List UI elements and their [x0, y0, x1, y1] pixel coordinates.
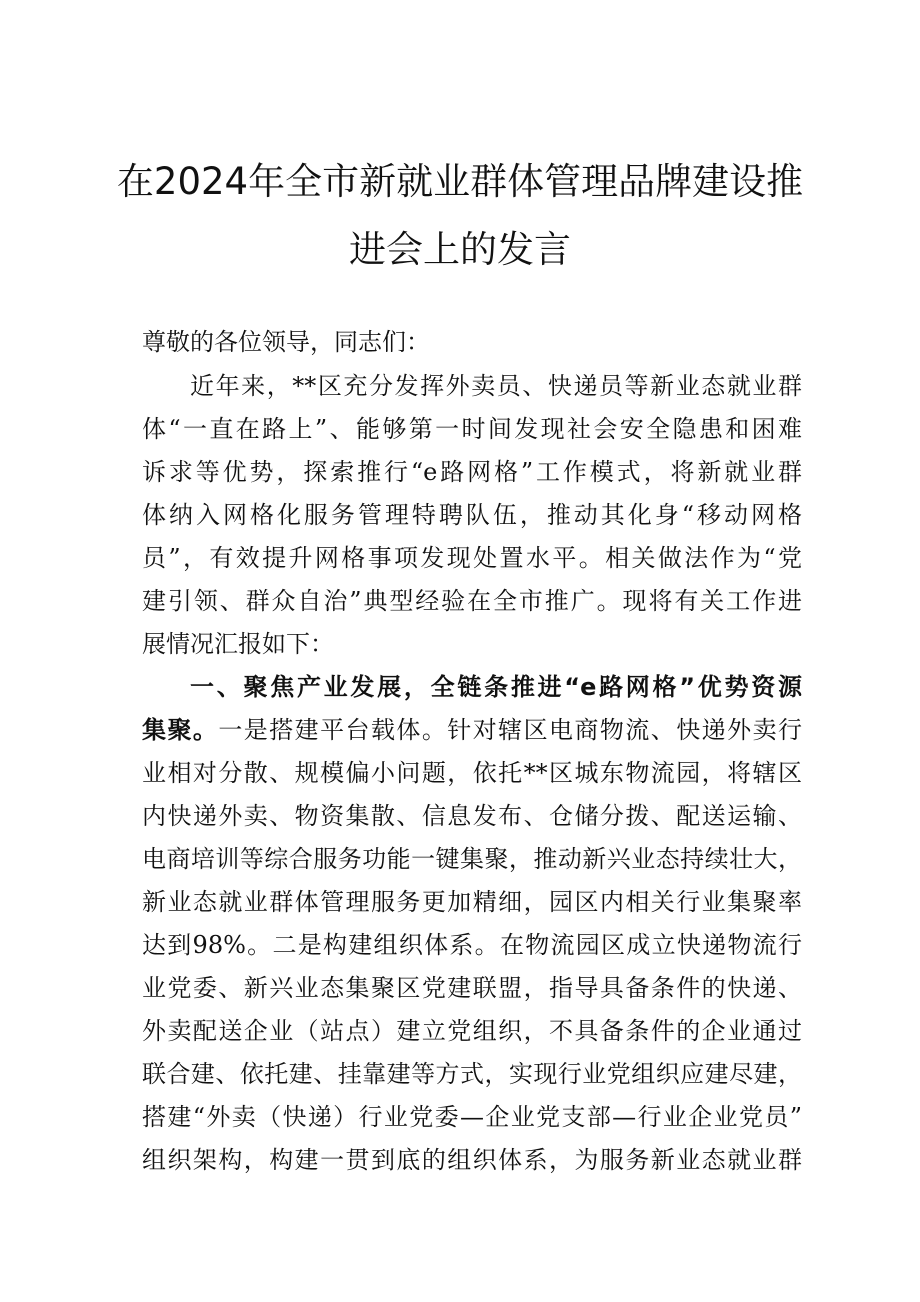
section-first-line-text: 一是搭建平台载体。针对辖区电商物流、快递外卖行 [218, 716, 803, 744]
paragraph-line: 组织架构，构建一贯到底的组织体系，为服务新业态就业群 [142, 1146, 802, 1174]
document-title-line-2: 进会上的发言 [349, 228, 571, 271]
paragraph-line: 建引领、群众自治”典型经验在全市推广。现将有关工作进 [142, 587, 802, 615]
salutation: 尊敬的各位领导，同志们： [142, 328, 430, 356]
paragraph-line: 电商培训等综合服务功能一键集聚，推动新兴业态持续壮大， [142, 845, 802, 873]
paragraph-line: 展情况汇报如下： [142, 630, 334, 658]
paragraph-line: 员”，有效提升网格事项发现处置水平。相关做法作为“党 [142, 544, 802, 572]
section-first-line [142, 715, 802, 745]
section-heading: 一、聚焦产业发展，全链条推进“e路网格”优势资源 [190, 673, 802, 701]
document-title-line-1: 在2024年全市新就业群体管理品牌建设推 [116, 160, 804, 203]
paragraph-line: 搭建“外卖（快递）行业党委—企业党支部—行业企业党员” [142, 1103, 802, 1131]
paragraph-line: 体纳入网格化服务管理特聘队伍，推动其化身“移动网格 [142, 501, 802, 529]
paragraph-line: 外卖配送企业（站点）建立党组织，不具备条件的企业通过 [142, 1017, 802, 1045]
paragraph-line: 业党委、新兴业态集聚区党建联盟，指导具备条件的快递、 [142, 974, 802, 1002]
paragraph-line: 业相对分散、规模偏小问题，依托**区城东物流园，将辖区 [142, 759, 802, 787]
paragraph-line: 诉求等优势，探索推行“e路网格”工作模式，将新就业群 [142, 458, 802, 486]
paragraph-line: 联合建、依托建、挂靠建等方式，实现行业党组织应建尽建， [142, 1060, 802, 1088]
paragraph-line: 体“一直在路上”、能够第一时间发现社会安全隐患和困难 [142, 415, 802, 443]
paragraph-line: 新业态就业群体管理服务更加精细，园区内相关行业集聚率 [142, 888, 802, 916]
paragraph-line: 近年来，**区充分发挥外卖员、快递员等新业态就业群 [190, 372, 802, 400]
paragraph-line: 达到98%。二是构建组织体系。在物流园区成立快递物流行 [142, 931, 802, 959]
paragraph-line: 内快递外卖、物资集散、信息发布、仓储分拨、配送运输、 [142, 802, 802, 830]
section-heading-end: 集聚。 [142, 716, 219, 744]
